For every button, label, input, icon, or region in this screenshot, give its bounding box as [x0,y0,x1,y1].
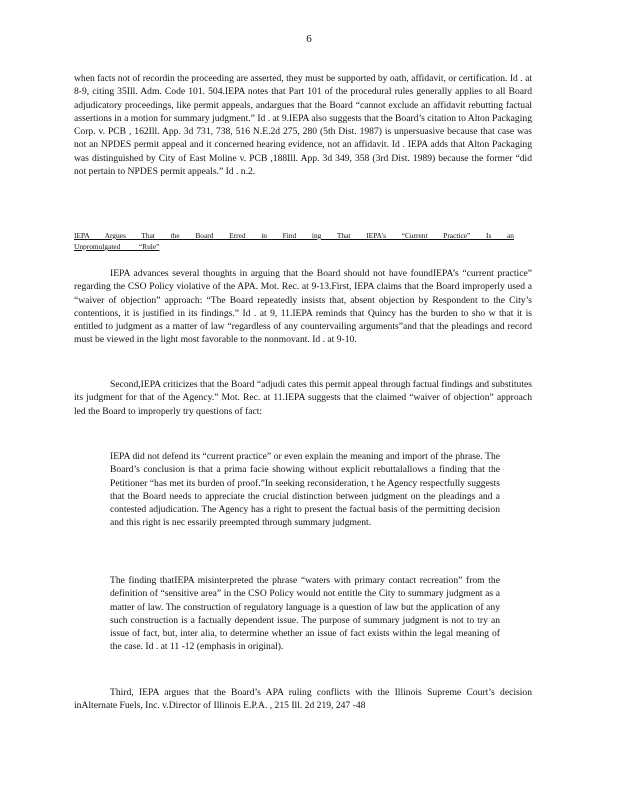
paragraph-affidavit-argument: when facts not of recordin the proceeding are asserted, they must be supported by oath, affidavit, or certification. Id . at 8-9, citing 35Ill. Adm. Code 101. 504.IEPA notes that Part 101 of the procedural rules generally applies to all Board adjudicatory proceedings, like permit appeals, andargues that the Board “cannot exclude an affidavit rebutting factual assertions in a motion for summary judgment.” Id . at 9.IEPA also suggests that the Board’s citation to Alton Packaging Corp. v. PCB , 162Ill. App. 3d 731, 738, 516 N.E.2d 275, 280 (5th Dist. 1987) is unpersuasive because that case was not an NPDES permit appeal and it concerned hearing evidence, not an affidavit. Id . IEPA adds that Alton Packaging was distinguished by City of East Moline v. PCB ,188Ill. App. 3d 349, 358 (3rd Dist. 1989) because the former “did not pertain to NPDES permit appeals.” Id . n.2. [74,73,532,178]
paragraph-second-argument: Second,IEPA criticizes that the Board “adjudi cates this permit appeal through factual findings and substitutes its judgment for that of the Agency.” Mot. Rec. at 11.IEPA suggests that the claimed “waiver of objection” approach led the Board to improperly try questions of fact: [74,379,532,417]
block-quote-second: The finding thatIEPA misinterpreted the phrase “waters with primary contact recreation” from the definition of “sensitive area” in the CSO Policy would not entitle the City to summary judgment as a matter of law. The construction of regulatory language is a question of law but the application of any such construction is a factually dependent issue. The purpose of summary judgment is not to try an issue of fact, but, inter alia, to determine whether an issue of fact exists within the legal meaning of the case. Id . at 11 -12 (emphasis in original). [110,575,500,653]
block-quote-first: IEPA did not defend its “current practice” or even explain the meaning and import of the phrase. The Board’s conclusion is that a prima facie showing without explicit rebuttalallows a finding that the Petitioner “has met its burden of proof.”In seeking reconsideration, t he Agency respectfully suggests that the Board needs to appreciate the crucial distinction between judgment on the pleadings and a contested adjudication. The Agency has a right to present the factual basis of the permitting decision and this right is nec essarily preempted through summary judgment. [110,451,500,529]
section-heading: IEPA Argues That the Board Erred in Find ing That IEPA’s “Current Practice” Is an [74,231,514,240]
paragraph-current-practice: IEPA advances several thoughts in arguing that the Board should not have foundIEPA’s “current practice” regarding the CSO Policy violative of the APA. Mot. Rec. at 9-13.First, IEPA claims that the Board improperly used a “waiver of objection” approach: “The Board repeatedly insists that, absent objection by Respondent to the City’s contentions, it is justified in its findings.” Id . at 9, 11.IEPA reminds that Quincy has the burden to sho w that it is entitled to judgment as a matter of law “regardless of any countervailing arguments”and that the pleadings and record must be viewed in the light most favorable to the nonmovant. Id . at 9-10. [74,268,532,346]
section-heading-continued: Unpromulgated “Rule” [74,242,160,251]
page-number: 6 [306,33,312,45]
paragraph-third-argument: Third, IEPA argues that the Board’s APA ruling conflicts with the Illinois Supreme Court’s decision inAlternate Fuels, Inc. v.Director of Illinois E.P.A. , 215 Ill. 2d 219, 247 -48 [74,687,532,712]
